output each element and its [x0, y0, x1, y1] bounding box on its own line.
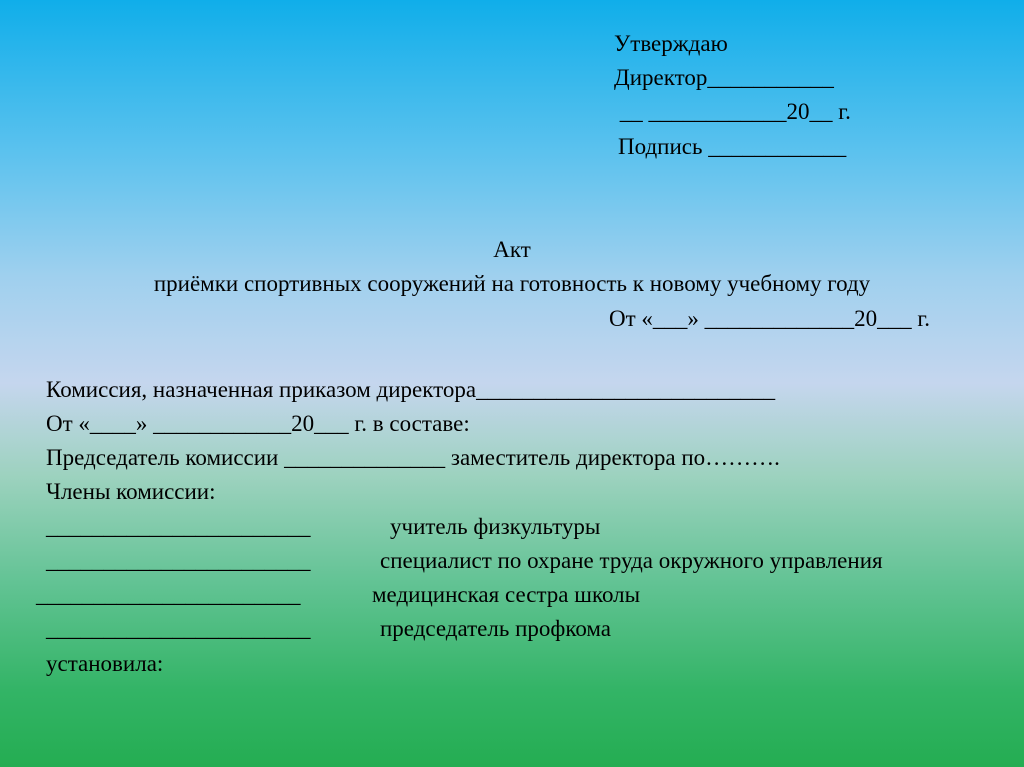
member-role: председатель профкома: [380, 616, 611, 641]
act-subtitle: приёмки спортивных сооружений на готовность к новому учебному году: [153, 271, 871, 296]
act-date-line: От «___» _____________20___ г.: [609, 306, 931, 331]
approve-label: Утверждаю: [614, 31, 728, 56]
chairman-line: Председатель комиссии ______________ заместитель директора по……….: [46, 445, 780, 470]
members-label: Члены комиссии:: [46, 479, 216, 504]
member-role: учитель физкультуры: [390, 514, 601, 539]
member-blank-line: _______________________: [46, 616, 311, 641]
act-heading: Акт: [493, 237, 531, 262]
approval-date-line: __ ____________20__ г.: [614, 99, 851, 124]
commission-line: Комиссия, назначенная приказом директора__________________________: [46, 377, 776, 402]
member-blank-line: _______________________: [46, 514, 311, 539]
signature-line: Подпись ____________: [618, 134, 847, 159]
established-label: установила:: [46, 651, 164, 676]
member-role: специалист по охране труда окружного управления: [380, 548, 883, 573]
member-blank-line: _______________________: [46, 548, 311, 573]
member-blank-line: _______________________: [36, 582, 301, 607]
member-role: медицинская сестра школы: [372, 582, 641, 607]
order-date-line: От «____» ____________20___ г. в составе:: [46, 411, 470, 436]
director-line: Директор___________: [614, 65, 834, 90]
